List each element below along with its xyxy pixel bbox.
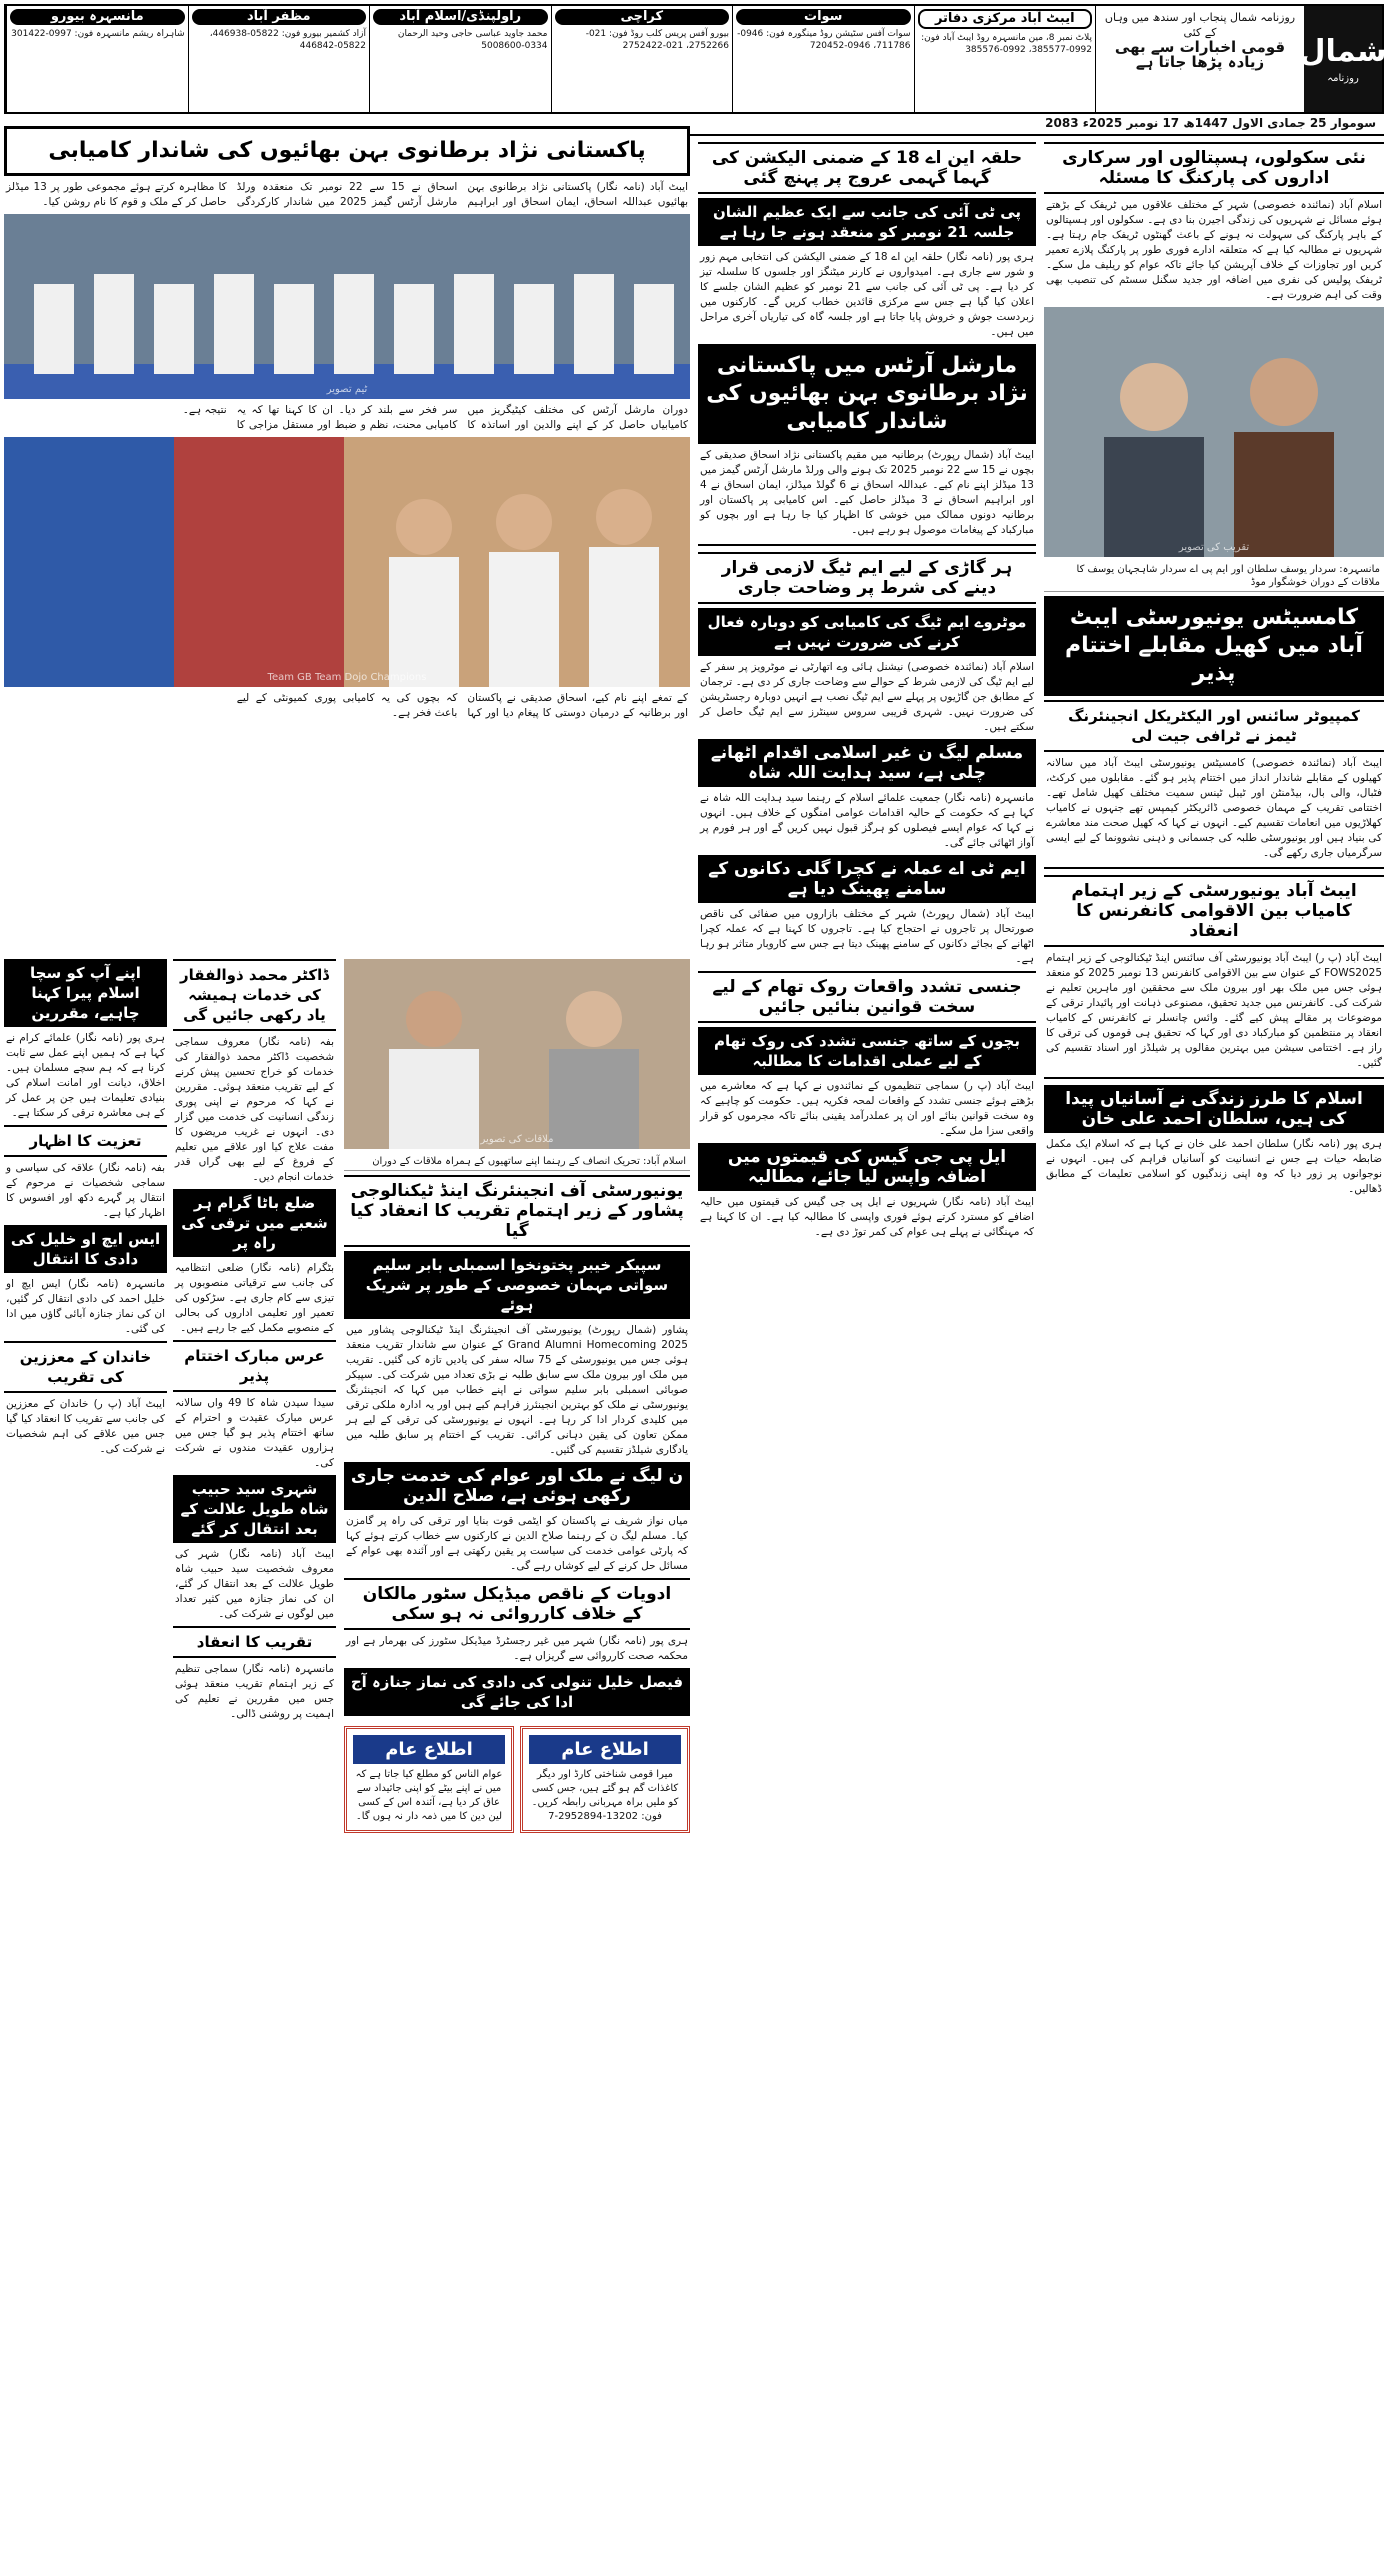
- meeting-photo-icon: [344, 959, 690, 1149]
- ad-title: اطلاع عام: [353, 1735, 505, 1764]
- lead-intro: ایبٹ آباد (نامہ نگار) پاکستانی نژاد برطانوی بہن بھائیوں عبداللہ اسحاق، ایمان اسحاق اور ابراہیم اسحاق نے 15 سے 22 نومبر تک منعقدہ ورلڈ مارشل آرٹس گیمز 2025 میں شاندار کارکردگی کا مظاہرہ کرتے ہوئے مجموعی طور پر 13 میڈلز حاصل کر کے ملک و قوم کا نام روشن کیا۔: [6, 181, 688, 208]
- photo-caption: مانسہرہ: سردار یوسف سلطان اور ایم پی اے سردار شاہجہان یوسف کا ملاقات کے دوران خوشگوار موڈ: [1044, 561, 1384, 592]
- logo-sub: روزنامہ: [1327, 73, 1359, 84]
- bureau-box: [914, 6, 1096, 112]
- article-body: مانسہرہ (نامہ نگار) ایس ایچ او خلیل احمد کی دادی انتقال کر گئیں، ان کی نماز جنازہ آبائی گاؤں میں ادا کی گئی۔: [6, 1278, 165, 1335]
- article-body: ایبٹ آباد (پ ر) سماجی تنظیموں کے نمائندوں نے کہا ہے کہ معاشرے میں بڑھتے ہوئے جنسی تشدد کے واقعات لمحہ فکریہ ہیں۔ حکومت کو چاہیے کہ وہ سخت قوانین بنائے اور ان پر عملدرآمد یقینی بنائے تاکہ مجرموں کو قرار واقعی سزا مل سکے۔: [700, 1080, 1034, 1137]
- bureau-text: محمد جاوید عباسی حاجی وحید الرحمان 0334-5008600: [397, 29, 548, 51]
- article-body: بٹگرام (نامہ نگار) ضلعی انتظامیہ کی جانب سے ترقیاتی منصوبوں پر تیزی سے کام جاری ہے۔ سڑکوں کی تعمیر اور تعلیمی اداروں کی بحالی کے منصوبے مکمل کیے جا رہے ہیں۔: [175, 1262, 334, 1334]
- article-body: ہری پور (نامہ نگار) سلطان احمد علی خان نے کہا ہے کہ اسلام ایک مکمل ضابطہ حیات ہے جس نے انسانیت کو آسانیاں فراہم کی ہیں۔ انہوں نے نوجوانوں پر زور دیا کہ وہ اپنی زندگیوں کو اسلامی تعلیمات کے مطابق ڈھالیں۔: [1046, 1138, 1382, 1195]
- tagline: [1095, 6, 1304, 112]
- article-body: ایبٹ آباد (شمال رپورٹ) برطانیہ میں مقیم پاکستانی نژاد اسحاق صدیقی کے بچوں نے 15 سے 22 نومبر 2025 تک ہونے والی ورلڈ مارشل آرٹس گیمز میں 13 میڈلز اپنے نام کیے۔ عبداللہ اسحاق نے 6 گولڈ میڈلز، ایمان اسحاق نے 4 اور ابراہیم اسحاق نے 3 میڈلز حاصل کیے۔ اس کامیابی پر پاکستان اور برطانیہ دونوں ممالک میں خوشی کا اظہار کیا جا رہا ہے اور بچوں کو مبارکباد کے پیغامات موصول ہو رہے ہیں۔: [700, 449, 1034, 536]
- bureau-box: [6, 6, 188, 112]
- classified-ad: [344, 1726, 514, 1833]
- headline: یونیورسٹی آف انجینئرنگ اینڈ ٹیکنالوجی پشاور کے زیر اہتمام تقریب کا انعقاد کیا گیا: [344, 1175, 690, 1247]
- headline: مارشل آرٹس میں پاکستانی نژاد برطانوی بہن بھائیوں کی شاندار کامیابی: [698, 344, 1036, 444]
- headline: ضلع باٹا گرام ہر شعبے میں ترقی کی راہ پر: [173, 1189, 336, 1257]
- photo-label: تقریب کی تصویر: [1178, 542, 1250, 553]
- divider: [1044, 867, 1384, 869]
- headline: کامسیٹس یونیورسٹی ایبٹ آباد میں کھیل مقابلے اختتام پذیر: [1044, 596, 1384, 696]
- headline: خاندان کے معززین کی تقریب: [4, 1341, 167, 1393]
- headline: ڈاکٹر محمد ذوالفقار کی خدمات ہمیشہ یاد رکھی جائیں گی: [173, 959, 336, 1031]
- column-2: [698, 138, 1036, 2550]
- subcolumn: [173, 955, 336, 1722]
- headline: عرس مبارک اختتام پذیر: [173, 1340, 336, 1392]
- dateline: سوموار 25 جمادی الاول 1447ھ 17 نومبر 2025ء 2083: [4, 112, 1384, 136]
- champions-photo-icon: [4, 437, 690, 687]
- logo-name: شمال: [1299, 34, 1387, 69]
- subheadline: موٹروے ایم ٹیگ کی کامیابی کو دوبارہ فعال کرنے کی ضرورت نہیں ہے: [698, 608, 1036, 656]
- column-4: [4, 955, 336, 2550]
- lead-body: دوران مارشل آرٹس کی مختلف کیٹیگریز میں کامیابیاں حاصل کر کے اپنے والدین اور اساتذہ کا سر فخر سے بلند کر دیا۔ ان کا کہنا تھا کہ یہ کامیابی محنت، نظم و ضبط اور مستقل مزاجی کا نتیجہ ہے۔: [182, 404, 688, 431]
- headline: ایبٹ آباد یونیورسٹی کے زیر اہتمام کامیاب بین الاقوامی کانفرنس کا انعقاد: [1044, 875, 1384, 947]
- article-body: ہری پور (نامہ نگار) شہر میں غیر رجسٹرڈ میڈیکل سٹورز کی بھرمار ہے اور محکمہ صحت کارروائی سے گریزاں ہے۔: [346, 1635, 688, 1662]
- tagline-line: قومی اخبارات سے بھی: [1114, 38, 1286, 56]
- subheadline: سپیکر خیبر پختونخوا اسمبلی بابر سلیم سواتی مہمان خصوصی کے طور پر شریک ہوئے: [344, 1251, 690, 1319]
- photo-label: ملاقات کی تصویر: [480, 1134, 554, 1145]
- article-body: مانسہرہ (نامہ نگار) جمعیت علمائے اسلام کے رہنما سید ہدایت اللہ شاہ نے کہا ہے کہ حکومت کے حالیہ اقدامات عوامی امنگوں کے خلاف ہیں۔ انہوں نے کہا کہ عوام ایسے فیصلوں کو ہرگز قبول نہیں کریں گے اور ہر فورم پر آواز اٹھائی جائے گی۔: [700, 792, 1034, 849]
- team-photo-icon: [4, 214, 690, 399]
- bureau-box: [732, 6, 914, 112]
- subheadline: پی ٹی آئی کی جانب سے ایک عظیم الشان جلسہ 21 نومبر کو منعقد ہونے جا رہا ہے: [698, 198, 1036, 246]
- double-column: [4, 955, 336, 1722]
- photo: [344, 959, 690, 1149]
- ad-row: [344, 1720, 690, 1833]
- bureau-text: آزاد کشمیر بیورو فون: 05822-446938، 05822-446842: [209, 29, 366, 51]
- divider: [698, 544, 1036, 546]
- bureau-text: پلاٹ نمبر 8، مین مانسہرہ روڈ ایبٹ آباد فون: 0992-385577، 0992-385576: [921, 33, 1092, 55]
- article-body: ایبٹ آباد (پ ر) ایبٹ آباد یونیورسٹی آف سائنس اینڈ ٹیکنالوجی کے زیر اہتمام FOWS2025 کے عنوان سے بین الاقوامی کانفرنس 13 نومبر 2025 کو منعقد ہوئی جس میں ملک بھر اور بیرون ملک سے محققین اور ماہرین تعلیم نے شرکت کی۔ کانفرنس میں جدید تحقیق، مصنوعی ذہانت اور پائیدار ترقی کے موضوعات پر مقالے پیش کیے گئے۔ وائس چانسلر نے کانفرنس کے کامیاب انعقاد پر منتظمین کو مبارکباد دی اور کہا کہ تحقیق ہی قوموں کی ترقی کا راز ہے۔ اختتامی سیشن میں بہترین مقالوں پر شیلڈز اور اسناد تقسیم کی گئیں۔: [1046, 952, 1383, 1069]
- lead-story: [4, 122, 690, 721]
- headline: نئی سکولوں، ہسپتالوں اور سرکاری اداروں کی پارکنگ کا مسئلہ: [1044, 142, 1384, 194]
- bureau-box: [369, 6, 551, 112]
- headline: ایل پی جی گیس کی قیمتوں میں اضافہ واپس لیا جائے، مطالبہ: [698, 1143, 1036, 1191]
- bureau-name: کراچی: [555, 9, 730, 25]
- lead-photo: [4, 214, 690, 399]
- headline: اپنے آپ کو سچا اسلام پیرا کہنا چاہیے، مقررین: [4, 959, 167, 1027]
- article-body: پشاور (شمال رپورٹ) یونیورسٹی آف انجینئرنگ اینڈ ٹیکنالوجی پشاور میں Grand Alumni Homecoming 2025 کے عنوان سے شاندار تقریب منعقد ہوئی جس میں یونیورسٹی کے 75 سالہ سفر کی یادیں تازہ کی گئیں۔ تقریب میں ملک اور بیرون ملک سے سابق طلبہ نے بڑی تعداد میں شرکت کی۔ سپیکر صوبائی اسمبلی بابر سلیم سواتی نے اپنے خطاب میں کہا کہ انجینئرنگ یونیورسٹی نے ملک کو بہترین انجینئرز فراہم کیے ہیں اور یہ ادارہ ملکی ترقی میں کلیدی کردار ادا کر رہا ہے۔ انہوں نے یونیورسٹی کی ترقی کے لیے ہر ممکن تعاون کی یقین دہانی کرائی۔ تقریب کے اختتام پر سابق طلبہ میں یادگاری شیلڈز تقسیم کی گئیں۔: [346, 1324, 688, 1456]
- article-body: ہری پور (نامہ نگار) علمائے کرام نے کہا ہے کہ ہمیں اپنے عمل سے ثابت کرنا ہے کہ ہم سچے مسلمان ہیں۔ اخلاق، دیانت اور امانت اسلام کی بنیادی تعلیمات ہیں جن پر عمل کر کے ہی معاشرہ ترقی کر سکتا ہے۔: [6, 1032, 165, 1119]
- people-photo-icon: [1044, 307, 1384, 557]
- photo-label: ٹیم تصویر: [326, 384, 368, 395]
- photo-label: Team GB Team Dojo Champions: [267, 672, 427, 683]
- lead-photo-2: [4, 437, 690, 687]
- classified-ad: [520, 1726, 690, 1833]
- article-body: بفہ (نامہ نگار) معروف سماجی شخصیت ڈاکٹر محمد ذوالفقار کی خدمات کو خراج تحسین پیش کرنے کے لیے تقریب منعقد ہوئی۔ مقررین نے کہا کہ مرحوم نے اپنی پوری زندگی انسانیت کی خدمت میں گزار دی۔ انہوں نے غریب مریضوں کا مفت علاج کیا اور علاقے میں تعلیم کے فروغ کے لیے بھی گراں قدر خدمات انجام دیں۔: [175, 1036, 334, 1183]
- bureau-box: [188, 6, 370, 112]
- subheadline: کمپیوٹر سائنس اور الیکٹریکل انجینئرنگ ٹیمز نے ٹرافی جیت لی: [1044, 700, 1384, 752]
- article-body: ہری پور (نامہ نگار) حلقہ این اے 18 کے ضمنی الیکشن کی انتخابی مہم زور و شور سے جاری ہے۔ امیدواروں نے کارنر میٹنگز اور جلسوں کا سلسلہ تیز کر دیا ہے۔ پی ٹی آئی کی جانب سے 21 نومبر کو عظیم الشان جلسے کا اعلان کیا گیا ہے جس سے مرکزی قائدین خطاب کریں گے۔ کارکنوں میں زبردست جوش و خروش پایا جاتا ہے اور جلسہ گاہ کی تیاریاں آخری مراحل میں ہیں۔: [700, 251, 1034, 338]
- bureau-name: سوات: [736, 9, 911, 25]
- headline: ن لیگ نے ملک اور عوام کی خدمت جاری رکھی ہوئی ہے، صلاح الدین: [344, 1462, 690, 1510]
- headline: اسلام کا طرز زندگی نے آسانیاں پیدا کی ہیں، سلطان احمد علی خان: [1044, 1085, 1384, 1133]
- tagline-line: روزنامہ شمال پنجاب اور سندھ میں وہاں کے کئی: [1104, 11, 1296, 39]
- ad-title: اطلاع عام: [529, 1735, 681, 1764]
- ad-body: میرا قومی شناختی کارڈ اور دیگر کاغذات گم ہو گئے ہیں، جس کسی کو ملیں براہ مہربانی رابطہ کریں۔ فون: 13202-2952894-7: [531, 1769, 679, 1822]
- column-3: [344, 955, 690, 2550]
- column-1: [1044, 138, 1384, 2550]
- bureau-box: [551, 6, 733, 112]
- headline: شہری سید حبیب شاہ طویل علالت کے بعد انتقال کر گئے: [173, 1475, 336, 1543]
- photo-caption: اسلام آباد: تحریک انصاف کے رہنما اپنے ساتھیوں کے ہمراہ ملاقات کے دوران: [344, 1153, 690, 1171]
- bureau-name: مظفر آباد: [192, 9, 367, 25]
- headline: ایم ٹی اے عملہ نے کچرا گلی دکانوں کے سامنے پھینک دیا ہے: [698, 855, 1036, 903]
- lead-headline: پاکستانی نژاد برطانوی بہن بھائیوں کی شاندار کامیابی: [4, 126, 690, 176]
- article-body: بفہ (نامہ نگار) علاقہ کی سیاسی و سماجی شخصیات نے مرحوم کے انتقال پر گہرے دکھ اور افسوس کا اظہار کیا ہے۔: [6, 1162, 165, 1219]
- subcolumn: [4, 955, 167, 1722]
- article-body: اسلام آباد (نمائندہ خصوصی) شہر کے مختلف علاقوں میں ٹریفک کے بڑھتے ہوئے مسائل نے شہریوں کی زندگی اجیرن بنا دی ہے۔ سکولوں اور ہسپتالوں کے باہر پارکنگ کی سہولت نہ ہونے کے باعث گھنٹوں ٹریفک جام رہتا ہے۔ شہریوں نے مطالبہ کیا ہے کہ متعلقہ ادارے فوری طور پر پارکنگ پلازے تعمیر کریں اور تجاوزات کے خلاف آپریشن کیا جائے تاکہ عوام کو ریلیف مل سکے۔ ٹریفک پولیس کی نفری میں اضافہ اور جدید سگنل سسٹم کی تنصیب بھی وقت کی اہم ضرورت ہے۔: [1046, 199, 1382, 301]
- subheadline: بچوں کے ساتھ جنسی تشدد کی روک تھام کے لیے عملی اقدامات کا مطالبہ: [698, 1027, 1036, 1075]
- article-body: ایبٹ آباد (نامہ نگار) شہریوں نے ایل پی جی گیس کی قیمتوں میں حالیہ اضافے کو مسترد کرتے ہوئے فوری واپسی کا مطالبہ کیا ہے۔ ان کا کہنا ہے کہ مہنگائی نے پہلے ہی عوام کی کمر توڑ دی ہے۔: [700, 1196, 1034, 1238]
- headline: جنسی تشدد واقعات روک تھام کے لیے سخت قوانین بنائیں جائیں: [698, 971, 1036, 1023]
- ad-body: عوام الناس کو مطلع کیا جاتا ہے کہ میں نے اپنے بیٹے کو اپنی جائیداد سے عاق کر دیا ہے، آئندہ اس کے کسی لین دین کا میں ذمہ دار نہ ہوں گا۔: [355, 1769, 503, 1822]
- bureau-text: شاہراہ ریشم مانسہرہ فون: 0997-301422: [11, 29, 185, 39]
- article-body: ایبٹ آباد (نمائندہ خصوصی) کامسیٹس یونیورسٹی ایبٹ آباد میں سالانہ کھیلوں کے مقابلے شاندار انداز میں اختتام پذیر ہو گئے۔ مقابلوں میں کرکٹ، فٹبال، والی بال، بیڈمنٹن اور ٹیبل ٹینس سمیت مختلف کھیل شامل تھے۔ اختتامی تقریب کے مہمان خصوصی ڈائریکٹر کیمپس تھے جنہوں نے کامیاب کھلاڑیوں میں انعامات تقسیم کیے۔ انہوں نے کہا کہ کھیل صحت مند معاشرے کی بنیاد ہیں اور یونیورسٹی طلبہ کی جسمانی و ذہنی نشوونما کے لیے ایسی سرگرمیاں جاری رکھے گی۔: [1046, 757, 1382, 859]
- logo: [1299, 6, 1387, 112]
- article-body: ایبٹ آباد (نامہ نگار) شہر کی معروف شخصیت سید حبیب شاہ طویل علالت کے بعد انتقال کر گئے، ان کی نماز جنازہ میں کثیر تعداد میں لوگوں نے شرکت کی۔: [175, 1548, 334, 1620]
- bureau-text: سوات آفس سٹیشن روڈ مینگورہ فون: 0946-711786، 0946-720452: [737, 29, 911, 51]
- headline: فیصل خلیل تنولی کی دادی کی نماز جنازہ آج ادا کی جائے گی: [344, 1668, 690, 1716]
- headline: تعزیت کا اظہار: [4, 1125, 167, 1157]
- headline: حلقہ این اے 18 کے ضمنی الیکشن کی گہما گہمی عروج پر پہنچ گئی: [698, 142, 1036, 194]
- bureau-name: ایبٹ آباد مرکزی دفاتر: [918, 9, 1093, 29]
- headline: مسلم لیگ ن غیر اسلامی اقدام اٹھانے چلی ہے، سید ہدایت اللہ شاہ: [698, 739, 1036, 787]
- headline: ایس ایچ او خلیل کی دادی کا انتقال: [4, 1225, 167, 1273]
- article-body: سیدا سیدن شاہ کا 49 واں سالانہ عرس مبارک عقیدت و احترام کے ساتھ اختتام پذیر ہو گیا جس میں ہزاروں عقیدت مندوں نے شرکت کی۔: [175, 1397, 334, 1469]
- bureau-name: راولپنڈی/اسلام آباد: [373, 9, 548, 25]
- headline: ہر گاڑی کے لیے ایم ٹیگ لازمی قرار دینے کی شرط پر وضاحت جاری: [698, 552, 1036, 604]
- lead-body: کے تمغے اپنے نام کیے، اسحاق صدیقی نے پاکستان اور برطانیہ کے درمیان دوستی کا پیغام دیا اور کہا کہ بچوں کی یہ کامیابی پوری کمیونٹی کے لیے باعث فخر ہے۔: [236, 692, 688, 719]
- masthead: [4, 4, 1387, 114]
- bureau-list: [6, 6, 1095, 112]
- article-body: ایبٹ آباد (شمال رپورٹ) شہر کے مختلف بازاروں میں صفائی کی ناقص صورتحال پر تاجروں نے احتجاج کیا ہے۔ تاجروں کا کہنا ہے کہ عملہ کچرا اٹھانے کے بجائے دکانوں کے سامنے پھینک دیتا ہے جس سے کاروبار متاثر ہو رہا ہے۔: [700, 908, 1034, 965]
- bureau-name: مانسہرہ بیورو: [10, 9, 185, 25]
- divider: [1044, 1077, 1384, 1079]
- bureau-text: بیورو آفس پریس کلب روڈ فون: 021-2752266، 021-2752422: [585, 29, 729, 51]
- headline: ادویات کے ناقص میڈیکل سٹور مالکان کے خلاف کارروائی نہ ہو سکی: [344, 1578, 690, 1630]
- article-body: مانسہرہ (نامہ نگار) سماجی تنظیم کے زیر اہتمام تقریب منعقد ہوئی جس میں مقررین نے تعلیم کی اہمیت پر روشنی ڈالی۔: [175, 1663, 334, 1720]
- article-body: میاں نواز شریف نے پاکستان کو ایٹمی قوت بنایا اور ترقی کی راہ پر گامزن کیا۔ مسلم لیگ ن کے رہنما صلاح الدین نے کارکنوں سے خطاب کرتے ہوئے کہا کہ پارٹی عوامی خدمت کی سیاست پر یقین رکھتی ہے اور آئندہ بھی عوام کے مسائل حل کرنے کے لیے کوشاں رہے گی۔: [346, 1515, 688, 1572]
- article-body: ایبٹ آباد (پ ر) خاندان کے معززین کی جانب سے تقریب کا انعقاد کیا گیا جس میں علاقے کی اہم شخصیات نے شرکت کی۔: [6, 1398, 165, 1455]
- headline: تقریب کا انعقاد: [173, 1626, 336, 1658]
- photo: [1044, 307, 1384, 557]
- tagline-line: زیادہ پڑھا جاتا ہے: [1135, 53, 1265, 71]
- article-body: اسلام آباد (نمائندہ خصوصی) نیشنل ہائی وے اتھارٹی نے موٹرویز پر سفر کے لیے ایم ٹیگ کی لازمی شرط کے حوالے سے وضاحت جاری کر دی ہے۔ ترجمان کے مطابق جن گاڑیوں پر پہلے سے ایم ٹیگ نصب ہے انہیں دوبارہ رجسٹریشن کی ضرورت نہیں۔ شہری قریبی سروس سینٹرز سے ایم ٹیگ حاصل کر سکتے ہیں۔: [700, 661, 1034, 733]
